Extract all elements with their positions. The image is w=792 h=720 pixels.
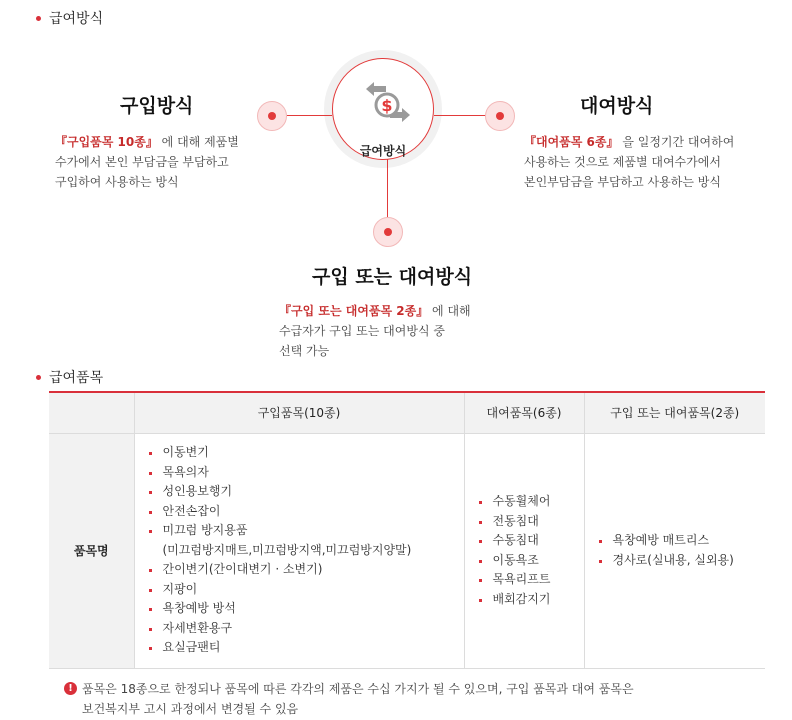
- list-item: 안전손잡이: [149, 502, 464, 522]
- rental-title: 대여방식: [580, 95, 654, 117]
- either-title: 구입 또는 대여방식: [312, 266, 473, 288]
- list-item: 욕창예방 매트리스: [599, 531, 766, 551]
- connector-right: [434, 115, 491, 116]
- list-item: 수동휠체어: [479, 492, 584, 512]
- rental-items-cell: [464, 433, 584, 668]
- dollar-exchange-icon: [360, 80, 416, 136]
- rental-line3: 본인부담금을 부담하고 사용하는 방식: [524, 175, 721, 189]
- center-label: 급여방식: [359, 144, 407, 158]
- section-title-text: 급여품목: [49, 370, 104, 386]
- list-item: 욕창예방 방석: [149, 599, 464, 619]
- list-item: 자세변환용구: [149, 619, 464, 639]
- footnote-line1: 품목은 18종으로 한정되나 품목에 따른 각각의 제품은 수십 가지가 될 수 있으며, 구입 품목과 대여 품목은: [82, 682, 634, 696]
- connector-left: [287, 115, 332, 116]
- rental-line1: 을 일정기간 대여하여: [622, 135, 735, 149]
- bullet-dot: [36, 16, 41, 21]
- list-item: 목욕의자: [149, 463, 464, 483]
- table-header-row: [49, 392, 765, 433]
- section-title-items: [36, 367, 103, 387]
- purchase-line3: 구입하여 사용하는 방식: [55, 175, 179, 189]
- list-item: 간이변기(간이대변기 · 소변기): [149, 560, 464, 580]
- either-description: [279, 301, 539, 361]
- purchase-highlight: 『구입품목 10종』: [55, 135, 158, 149]
- node-rental: [485, 101, 515, 131]
- items-table: [49, 391, 765, 669]
- list-item: 이동변기: [149, 443, 464, 463]
- table-row: [49, 433, 765, 668]
- purchase-line1: 에 대해 제품별: [161, 135, 239, 149]
- node-either: [373, 217, 403, 247]
- exclamation-icon: !: [64, 682, 77, 695]
- either-highlight: 『구입 또는 대여품목 2종』: [279, 304, 429, 318]
- rental-line2: 사용하는 것으로 제품별 대여수가에서: [524, 155, 721, 169]
- either-items-cell: [584, 433, 765, 668]
- either-line3: 선택 가능: [279, 344, 330, 358]
- connector-bottom: [387, 159, 388, 217]
- list-item: 요실금팬티: [149, 638, 464, 658]
- section-title-method: [36, 8, 103, 28]
- either-line2: 수급자가 구입 또는 대여방식 중: [279, 324, 445, 338]
- list-item: 지팡이: [149, 580, 464, 600]
- either-line1: 에 대해: [432, 304, 471, 318]
- table-header-cell: 대여품목(6종): [464, 392, 584, 433]
- footnote-line2: 보건복지부 고시 과정에서 변경될 수 있음: [82, 702, 299, 716]
- list-item: 미끄럼 방지용품: [149, 521, 464, 541]
- node-purchase: [257, 101, 287, 131]
- section-title-text: 급여방식: [49, 11, 104, 27]
- purchase-description: [55, 132, 295, 192]
- list-item: 전동침대: [479, 512, 584, 532]
- purchase-items-cell: [134, 433, 464, 668]
- list-item: 수동침대: [479, 531, 584, 551]
- rental-description: [524, 132, 784, 192]
- purchase-line2: 수가에서 본인 부담금을 부담하고: [55, 155, 229, 169]
- rental-highlight: 『대여품목 6종』: [524, 135, 619, 149]
- bullet-dot: [36, 375, 41, 380]
- list-item: 목욕리프트: [479, 570, 584, 590]
- list-item: 배회감지기: [479, 590, 584, 610]
- table-header-cell: [49, 392, 134, 433]
- table-header-cell: 구입품목(10종): [134, 392, 464, 433]
- method-diagram: [0, 40, 792, 370]
- footnote: [64, 679, 764, 719]
- svg-text:$: $: [381, 96, 393, 115]
- list-item: 이동욕조: [479, 551, 584, 571]
- list-item: 성인용보행기: [149, 482, 464, 502]
- row-label: 품목명: [49, 433, 134, 668]
- list-item: 경사로(실내용, 실외용): [599, 551, 766, 571]
- list-item: (미끄럼방지매트,미끄럼방지액,미끄럼방지양말): [162, 542, 412, 557]
- table-header-cell: 구입 또는 대여품목(2종): [584, 392, 765, 433]
- purchase-title: 구입방식: [120, 95, 194, 117]
